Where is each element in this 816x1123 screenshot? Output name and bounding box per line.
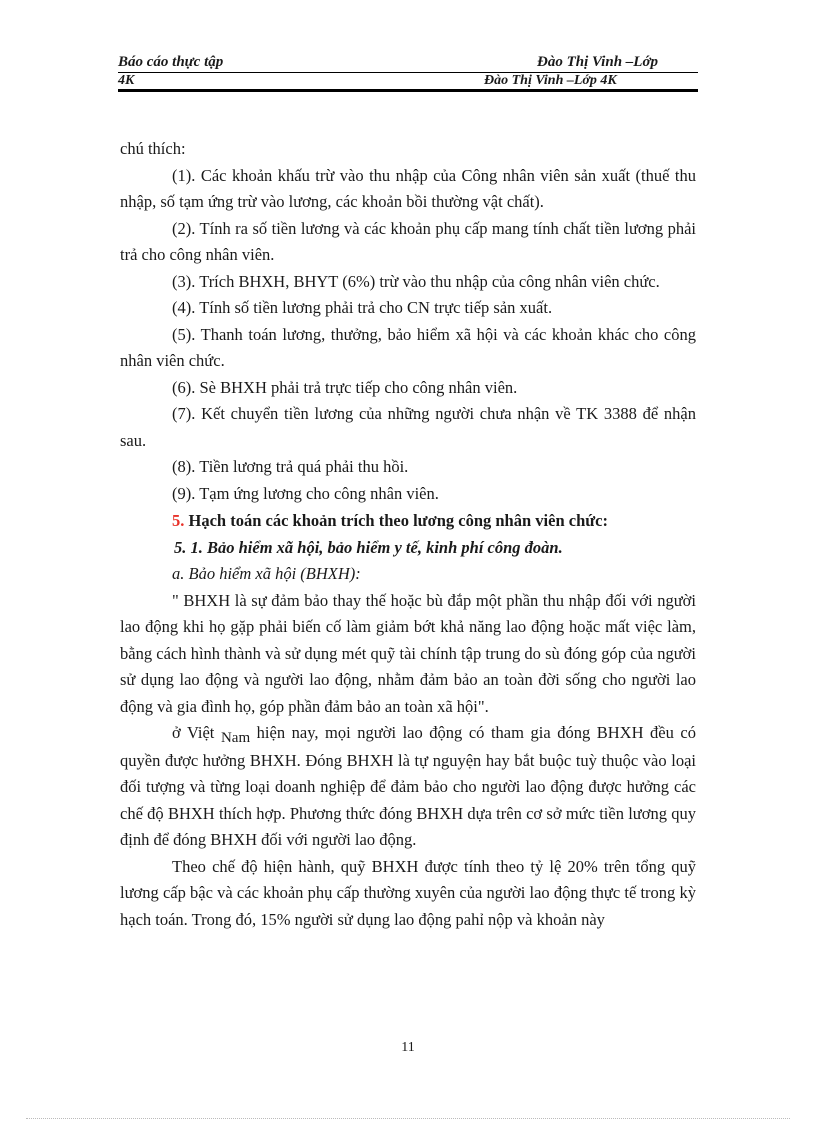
header-title-left: Báo cáo thực tập	[118, 54, 224, 70]
regime-paragraph: Theo chế độ hiện hành, quỹ BHXH được tính theo tỷ lệ 20% trên tổng quỹ lương cấp bậc và các khoản phụ cấp thường xuyên của người lao động thực tế trong kỳ hạch toán. Trong đó, 15% người sử dụng lao động pahỉ nộp và khoản này	[120, 856, 696, 929]
vietnam-paragraph	[120, 720, 696, 854]
page-number: 11	[401, 1040, 415, 1055]
document-body	[120, 136, 696, 933]
vietnam-paragraph-start: ở Việt	[172, 723, 221, 742]
note-7: (7). Kết chuyển tiền lương của những người chưa nhận về TK 3388 để nhận sau.	[120, 404, 696, 450]
header-author-right: Đào Thị Vinh –Lớp	[537, 54, 658, 70]
note-2: (2). Tính ra số tiền lương và các khoản phụ cấp mang tính chất tiền lương phải trả cho công nhân viên.	[120, 218, 696, 264]
quote-paragraph: " BHXH là sự đảm bảo thay thế hoặc bù đắp một phần thu nhập đối với người lao động khi họ gặp phải biến cố làm giảm bớt khả năng lao động hoặc mất việc làm, bằng cách hình thành và sử dụng mét quỹ tài chính tập trung do sù đóng góp của người sử dụng lao động và người lao động, nhằm đảm bảo an toàn đời sống cho người lao động và gia đình họ, góp phần đảm bảo an toàn xã hội".	[120, 590, 696, 716]
section-5-title: Hạch toán các khoản trích theo lương công nhân viên chức:	[184, 511, 608, 530]
header-class-left: 4K	[118, 73, 135, 88]
page-bottom-edge	[26, 1118, 790, 1119]
note-9: (9). Tạm ứng lương cho công nhân viên.	[172, 483, 439, 503]
note-8: (8). Tiền lương trả quá phải thu hồi.	[172, 457, 409, 476]
note-4: (4). Tính số tiền lương phải trả cho CN trực tiếp sản xuất.	[172, 298, 553, 317]
vietnam-word-lowered: Nam	[220, 730, 251, 746]
note-5: (5). Thanh toán lương, thưởng, bảo hiểm xã hội và các khoản khác cho công nhân viên chức.	[120, 324, 696, 370]
notes-caption: chú thích:	[120, 139, 186, 158]
header-author-overlap: Đào Thị Vinh –Lớp 4K	[484, 73, 617, 88]
section-5-number: 5.	[172, 511, 185, 530]
header-rule-thick	[118, 89, 698, 92]
note-3: (3). Trích BHXH, BHYT (6%) trừ vào thu nhập của công nhân viên chức.	[172, 271, 660, 291]
vietnam-paragraph-rest: hiện nay, mọi người lao động có tham gia đóng BHXH đều có quyền được hưởng BHXH. Đóng BHXH là tự nguyện hay bắt buộc tuỳ thuộc vào loại đối tượng và từng loại doanh nghiệp để đảm bảo cho người lao động được hưởng các chế độ BHXH thích hợp. Phương thức đóng BHXH dựa trên cơ sở mức tiền lương quy định để đóng BHXH đối với người lao động.	[120, 723, 696, 849]
section-5-heading	[120, 508, 696, 535]
section-a-heading: a. Bảo hiểm xã hội (BHXH):	[172, 564, 361, 583]
note-6: (6). Sè BHXH phải trả trực tiếp cho công nhân viên.	[172, 377, 518, 397]
note-1: (1). Các khoản khấu trừ vào thu nhập của Công nhân viên sản xuất (thuế thu nhập, số tạm ứng trừ vào lương, các khoản bồi thường vật chất).	[120, 165, 696, 211]
section-5-1-heading: 5. 1. Bảo hiểm xã hội, bảo hiểm y tế, kinh phí công đoàn.	[174, 537, 563, 557]
